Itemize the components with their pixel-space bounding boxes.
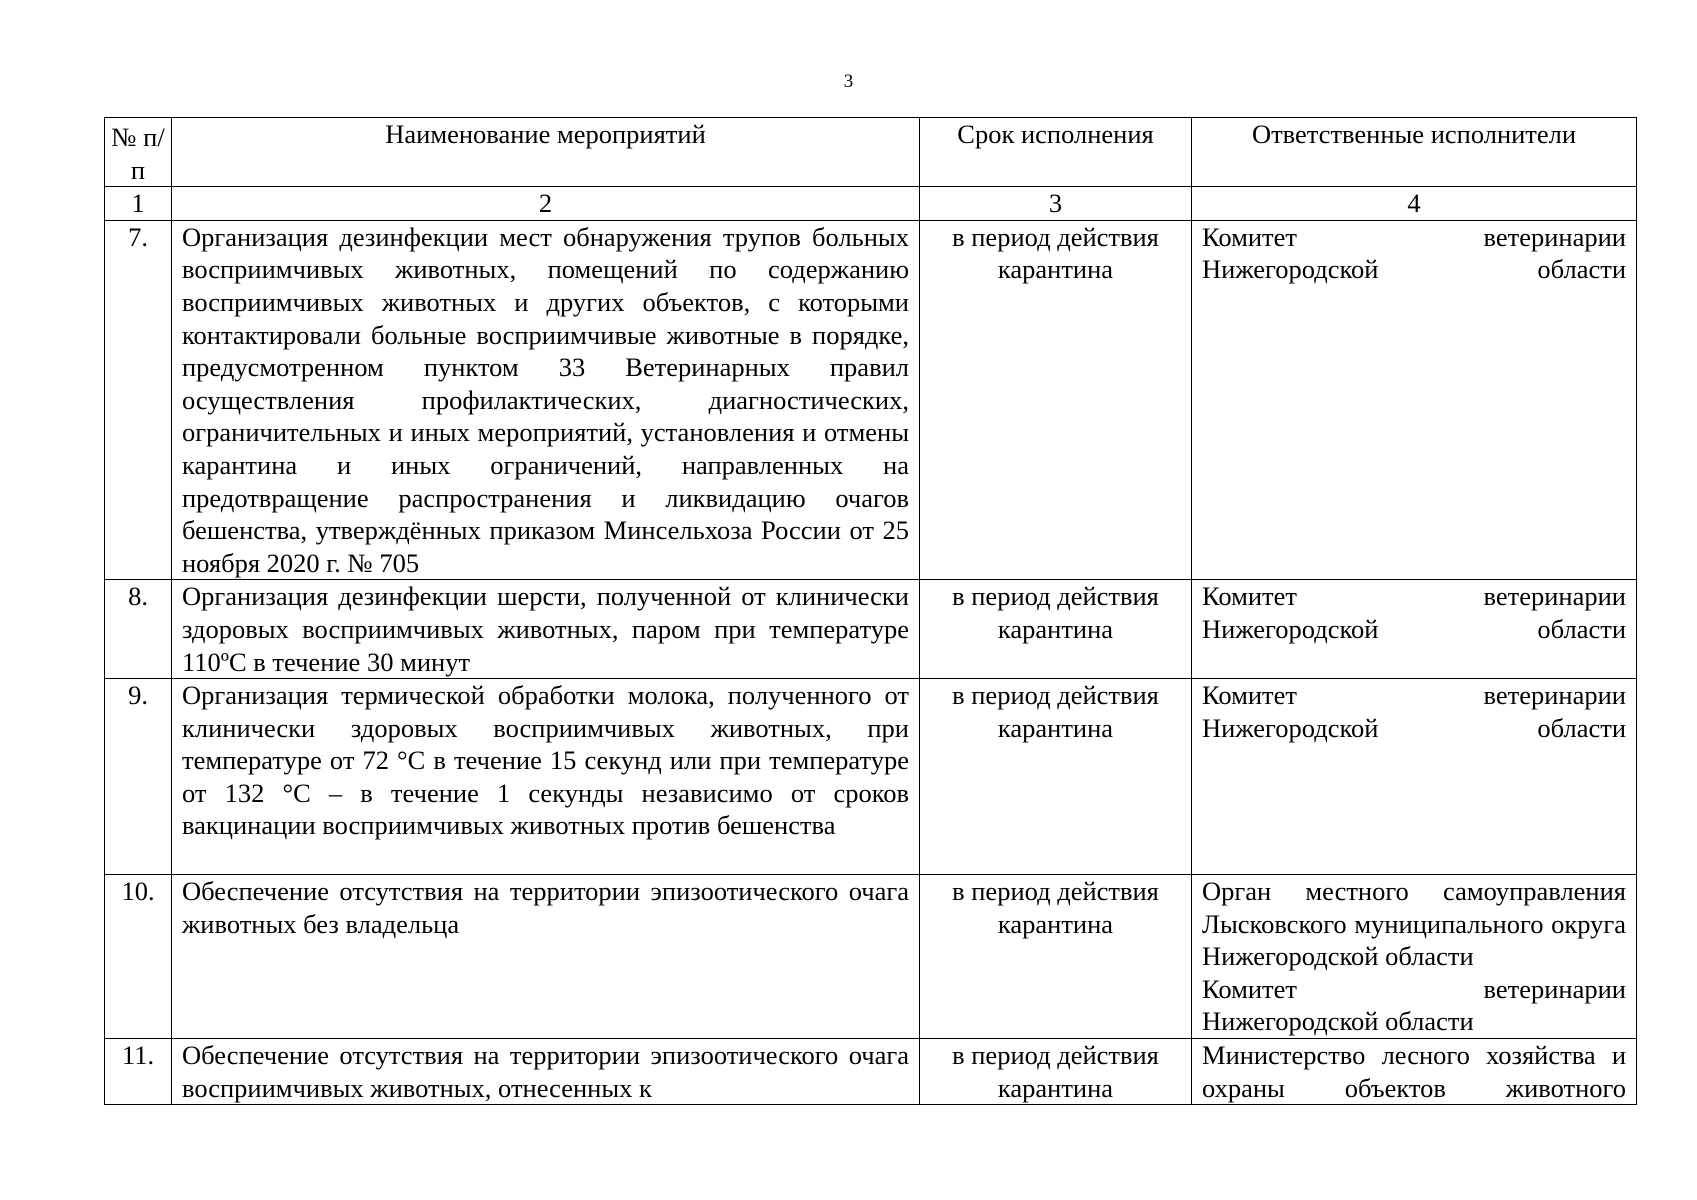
table-row — [105, 875, 1637, 1039]
header-term: Срок исполнения — [920, 118, 1192, 187]
table-row — [105, 220, 1637, 580]
table-header-row — [105, 118, 1637, 187]
header-number-label: № п/п — [111, 122, 165, 185]
table-row — [105, 1039, 1637, 1105]
table-row — [105, 580, 1637, 679]
measure-title: Организация дезинфекции мест обнаружения трупов больных восприимчивых животных, помещений по содержанию восприимчивых животных и других объектов, с которыми контактировали больные восприимчивые животные в порядке, предусмотренном пунктом 33 Ветеринарных правил осуществления профилактических, диагностических, ограничительных и иных мероприятий, установления и отмены карантина и иных ограничений, направленных на предотвращение распространения и ликвидацию очагов бешенства, утверждённых приказом Минсельхоза России от 25 ноября 2020 г. № 705 — [172, 220, 920, 580]
measure-term: в период действия карантина — [920, 580, 1192, 679]
executor: Министерство лесного хозяйства и охраны объектов животного — [1202, 1040, 1626, 1103]
row-number: 10. — [105, 875, 172, 1039]
measure-term: в период действия карантина — [920, 220, 1192, 580]
executor: Комитет ветеринарии Нижегородской области — [1202, 581, 1626, 644]
column-number: 4 — [1192, 187, 1637, 221]
executor: Комитет ветеринарии Нижегородской области — [1202, 973, 1626, 1037]
measure-title: Организация дезинфекции шерсти, полученной от клинически здоровых восприимчивых животных, паром при температуре 110ºС в течение 30 минут — [172, 580, 920, 679]
measure-executors — [1192, 875, 1637, 1039]
measure-title: Обеспечение отсутствия на территории эпизоотического очага животных без владельца — [172, 875, 920, 1039]
measure-executors — [1192, 679, 1637, 875]
measure-term: в период действия карантина — [920, 875, 1192, 1039]
table-row — [105, 679, 1637, 875]
column-number: 3 — [920, 187, 1192, 221]
row-number: 8. — [105, 580, 172, 679]
executor: Комитет ветеринарии Нижегородской области — [1202, 680, 1626, 743]
measure-title: Организация термической обработки молока, полученного от клинически здоровых восприимчивых животных, при температуре от 72 °С в течение 15 секунд или при температуре от 132 °С – в течение 1 секунды независимо от сроков вакцинации восприимчивых животных против бешенства — [172, 679, 920, 875]
measure-executors — [1192, 1039, 1637, 1105]
measure-executors — [1192, 580, 1637, 679]
column-number: 1 — [105, 187, 172, 221]
measures-table — [104, 117, 1637, 1105]
measure-title: Обеспечение отсутствия на территории эпизоотического очага восприимчивых животных, отнесенных к — [172, 1039, 920, 1105]
measure-executors — [1192, 220, 1637, 580]
executor: Комитет ветеринарии Нижегородской области — [1202, 221, 1626, 285]
page-number: 3 — [843, 71, 854, 92]
column-numbers-row — [105, 187, 1637, 221]
row-number: 7. — [105, 220, 172, 580]
header-number — [105, 118, 172, 187]
header-title: Наименование мероприятий — [172, 118, 920, 187]
header-executors: Ответственные исполнители — [1192, 118, 1637, 187]
measure-term: в период действия карантина — [920, 1039, 1192, 1105]
row-number: 9. — [105, 679, 172, 875]
measure-term: в период действия карантина — [920, 679, 1192, 875]
column-number: 2 — [172, 187, 920, 221]
row-number: 11. — [105, 1039, 172, 1105]
executor: Орган местного самоуправления Лысковского муниципального округа Нижегородской области — [1202, 876, 1626, 972]
